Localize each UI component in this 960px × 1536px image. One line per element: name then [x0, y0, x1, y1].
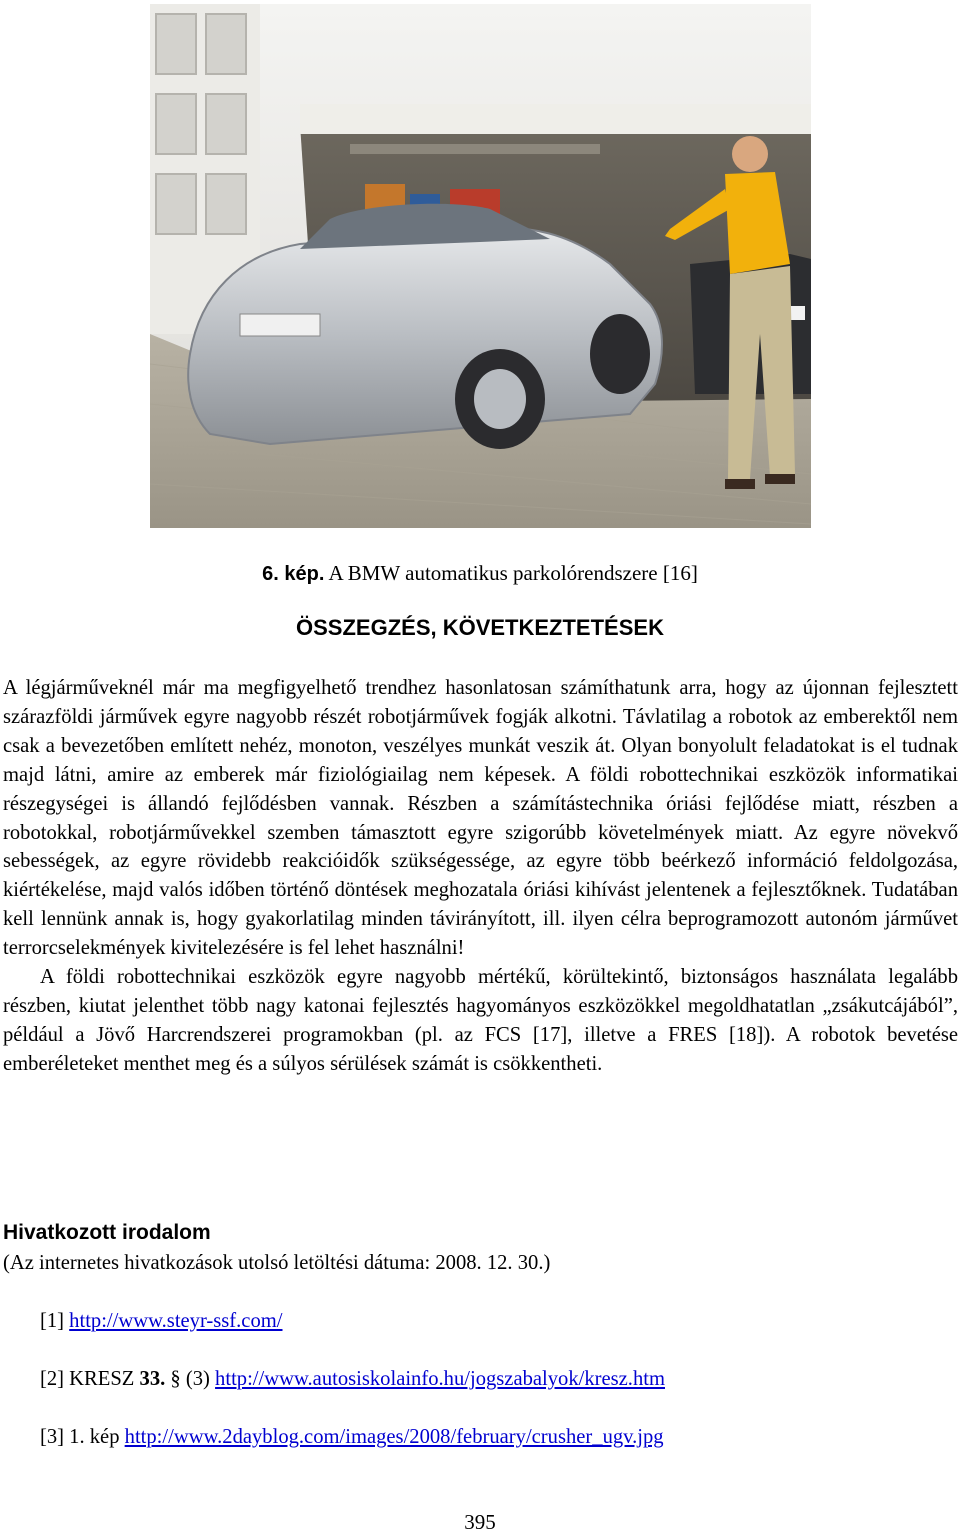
- figure-caption-text: A BMW automatikus parkolórendszere [16]: [324, 561, 698, 585]
- paragraph: A földi robottechnikai eszközök egyre nagyobb mértékű, körültekintő, biztonságos használata legalább részben, kiutat jelenthet több nagy katonai fejlesztés hagyományos eszközökkel megoldhatatlan „zsákutcájából”, például a Jövő Harcrendszerei programokban (pl. az FCS [17], illetve a FRES [18]). A robotok bevetése emberéleteket menthet meg és a súlyos sérülések számát is csökkentheti.: [3, 966, 958, 1075]
- reference-link[interactable]: http://www.2dayblog.com/images/2008/february/crusher_ugv.jpg: [124, 1426, 664, 1448]
- reference-link[interactable]: http://www.steyr-ssf.com/: [69, 1310, 283, 1332]
- figure-label: 6. kép.: [262, 563, 325, 585]
- reference-item: [3] 1. kép http://www.2dayblog.com/images/2008/february/crusher_ugv.jpg: [40, 1426, 664, 1448]
- references-note: (Az internetes hivatkozások utolsó letöltési dátuma: 2008. 12. 30.): [3, 1252, 551, 1274]
- bmw-parking-illustration: [150, 4, 811, 528]
- paragraph: A légjárműveknél már ma megfigyelhető trendhez hasonlatosan számíthatunk arra, hogy az újonnan fejlesztett szárazföldi járművek egyre nagyobb részét robotjárművek fogják alkotni. Távlatilag a robotok az emberektől nem csak a bevezetőben említett nehéz, monoton, veszélyes munkát veszik át. Olyan bonyolult feladatokat is el tudnak majd látni, amire az emberek már fiziológiailag nem képesek. A földi robottechnikai eszközök informatikai részegységei is állandó fejlődésben vannak. Részben a számítástechnika óriási fejlődése miatt, részben a robotokkal, robotjárművekkel szemben támasztott egyre szigorúbb követelmények miatt. Az egyre növekvő sebességek, az egyre rövidebb reakcióidők szükségessége, az egyre több beérkező információ feldolgozása, kiértékelése, majd valós időben történő döntések meghozatala óriási kihívást jelentenek a fejlesztőknek. Tudatában kell lennünk annak is, hogy gyakorlatilag minden távirányított, ill. ilyen célra beprogramozott autonóm járművet terrorcselekmények kivitelezésére is fel lehet használni!: [3, 677, 958, 960]
- section-body: [3, 674, 958, 1079]
- reference-item: [2] KRESZ 33. § (3) http://www.autosiskolainfo.hu/jogszabalyok/kresz.htm: [40, 1368, 665, 1390]
- references-title: Hivatkozott irodalom: [3, 1221, 211, 1244]
- page-number: 395: [464, 1510, 496, 1534]
- section-title: ÖSSZEGZÉS, KÖVETKEZTETÉSEK: [296, 615, 664, 640]
- reference-link[interactable]: http://www.autosiskolainfo.hu/jogszabalyok/kresz.htm: [215, 1368, 665, 1390]
- figure-caption: [0, 558, 960, 589]
- figure-photo: [150, 4, 811, 528]
- reference-item: [1] http://www.steyr-ssf.com/: [40, 1310, 283, 1332]
